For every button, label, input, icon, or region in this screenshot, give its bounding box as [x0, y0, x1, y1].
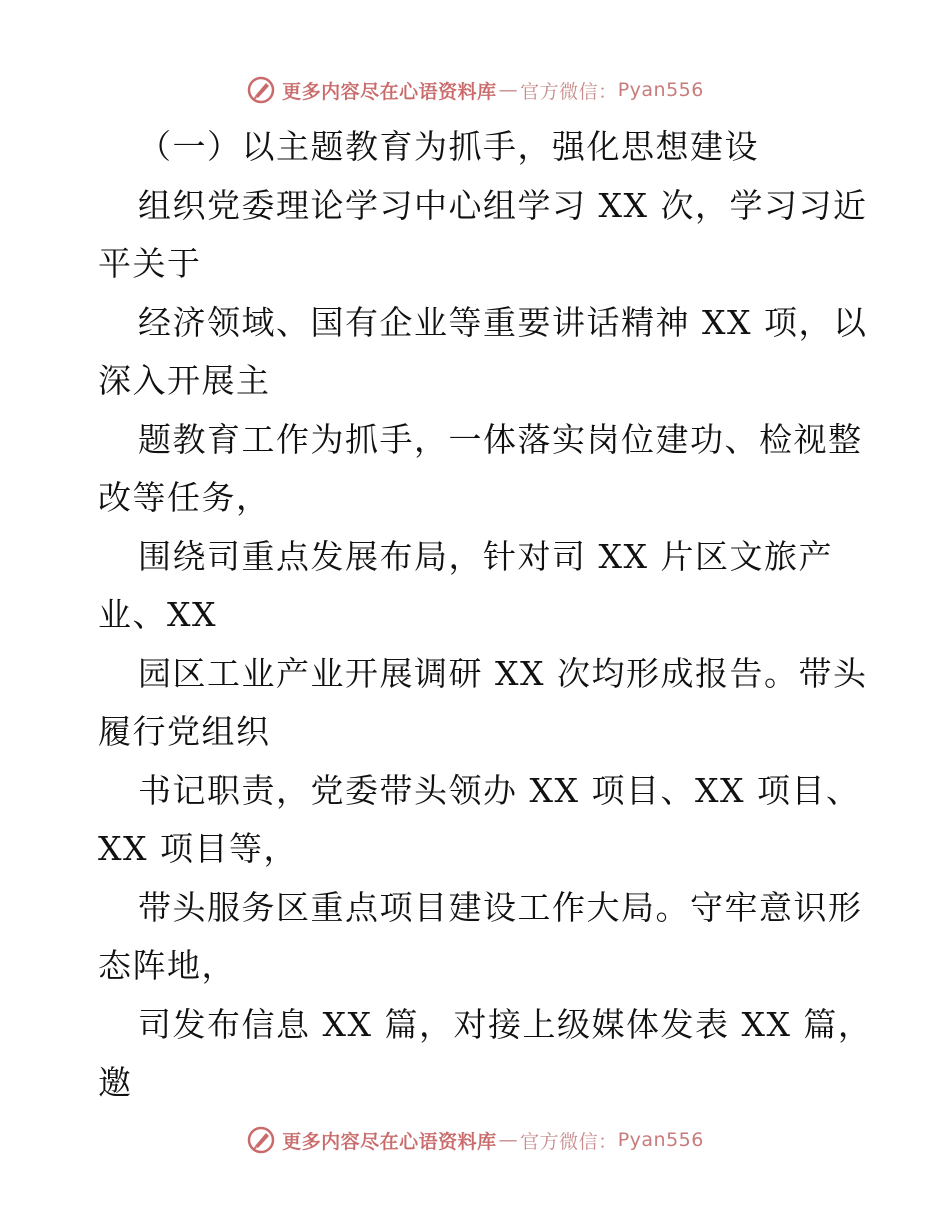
- text-line: XX 项目等，: [98, 829, 298, 868]
- pen-circle-icon: [246, 75, 276, 105]
- text-line: 经济领域、国有企业等重要讲话精神 XX 项，以: [138, 302, 868, 342]
- watermark-contact-id: Pyan556: [617, 1129, 704, 1151]
- text-line: 态阵地，: [98, 946, 236, 985]
- text-line: 司发布信息 XX 篇，对接上级媒体发表 XX 篇，: [138, 1004, 873, 1044]
- text-line: 邀: [98, 1063, 133, 1102]
- text-line: 履行党组织: [98, 712, 271, 751]
- text-line: 组织党委理论学习中心组学习 XX 次，学习习近: [138, 185, 868, 225]
- text-line: 深入开展主: [98, 361, 271, 400]
- section-heading: （一）以主题教育为抓手，强化思想建设: [138, 127, 759, 166]
- header-watermark: [0, 70, 950, 110]
- watermark-brand-text: 更多内容尽在心语资料库: [282, 1130, 497, 1153]
- text-line: 园区工业产业开展调研 XX 次均形成报告。带头: [138, 653, 868, 693]
- text-line: 平关于: [98, 244, 202, 283]
- text-line: 带头服务区重点项目建设工作大局。守牢意识形: [138, 887, 863, 927]
- watermark-contact-label: 官方微信：: [520, 80, 618, 103]
- footer-watermark: [0, 1120, 950, 1160]
- text-line: 书记职责，党委带头领办 XX 项目、XX 项目、: [138, 770, 861, 810]
- watermark-dash: —: [498, 79, 519, 101]
- watermark-brand-text: 更多内容尽在心语资料库: [282, 80, 497, 103]
- text-line: 业、XX: [98, 595, 217, 634]
- text-line: 题教育工作为抓手，一体落实岗位建功、检视整: [138, 419, 863, 459]
- watermark-dash: —: [498, 1129, 519, 1151]
- document-body: [98, 118, 873, 1113]
- text-line: 围绕司重点发展布局，针对司 XX 片区文旅产: [138, 536, 833, 576]
- pen-circle-icon: [246, 1125, 276, 1155]
- watermark-contact-id: Pyan556: [617, 79, 704, 101]
- watermark-contact-label: 官方微信：: [520, 1130, 618, 1153]
- text-line: 改等任务，: [98, 478, 271, 517]
